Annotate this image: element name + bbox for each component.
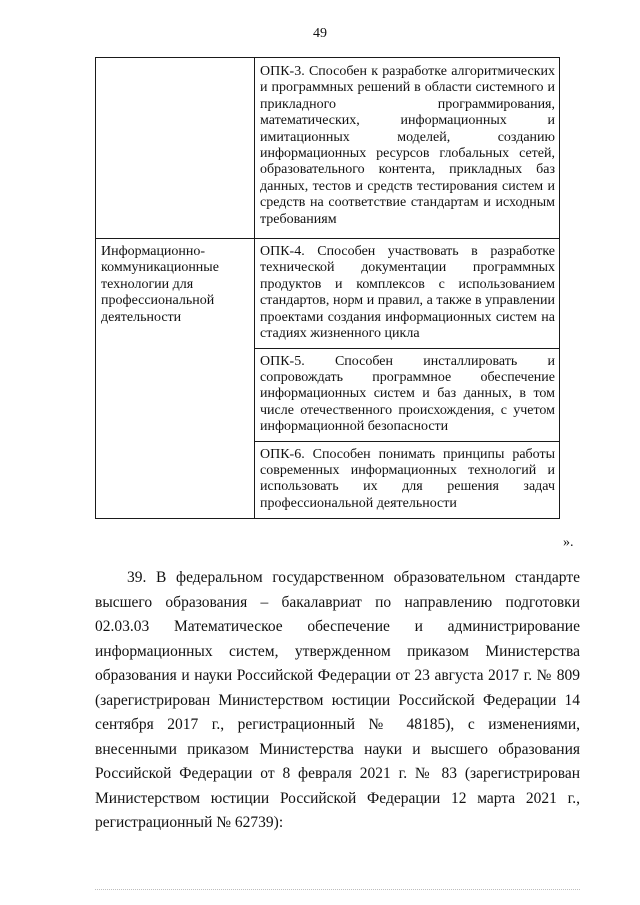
competency-opk-5: ОПК-5. Способен инсталлировать и сопровождать программное обеспечение информационных систем и баз данных, в том числе отечественного происхождения, с учетом информационной безопасности xyxy=(255,348,560,441)
closing-quote: ». xyxy=(563,535,574,550)
competency-table xyxy=(95,57,560,519)
table-row xyxy=(96,58,560,239)
page-edge-divider xyxy=(95,889,580,890)
table-row xyxy=(96,239,560,348)
competency-opk-4: ОПК-4. Способен участвовать в разработке технической документации программных продуктов и комплексов с использованием стандартов, норм и правил, а также в управлении проектами создания информационных систем на стадиях жизненного цикла xyxy=(255,239,560,348)
competency-group-cell: Информационно-коммуникационные технологии для профессиональной деятельности xyxy=(96,239,255,519)
competency-group-cell xyxy=(96,58,255,239)
competency-opk-3: ОПК-3. Способен к разработке алгоритмических и программных решений в области системного и прикладного программирования, математических, информационных и имитационных моделей, созданию информационных ресурсов глобальных сетей, образовательного контента, прикладных баз данных, тестов и средств тестирования систем и средств на соответствие стандартам и исходным требованиям xyxy=(255,58,560,239)
paragraph-39: 39. В федеральном государственном образовательном стандарте высшего образования – бакалавриат по направлению подготовки 02.03.03 Математическое обеспечение и администрирование информационных систем, утвержденном приказом Министерства образования и науки Российской Федерации от 23 августа 2017 г. № 809 (зарегистрирован Министерством юстиции Российской Федерации 14 сентября 2017 г., регистрационный № 48185), с изменениями, внесенными приказом Министерства науки и высшего образования Российской Федерации от 8 февраля 2021 г. № 83 (зарегистрирован Министерством юстиции Российской Федерации 12 марта 2021 г., регистрационный № 62739): xyxy=(95,569,580,831)
competency-opk-6: ОПК-6. Способен понимать принципы работы современных информационных технологий и использовать их для решения задач профессиональной деятельности xyxy=(255,441,560,519)
page-number: 49 xyxy=(313,26,327,41)
